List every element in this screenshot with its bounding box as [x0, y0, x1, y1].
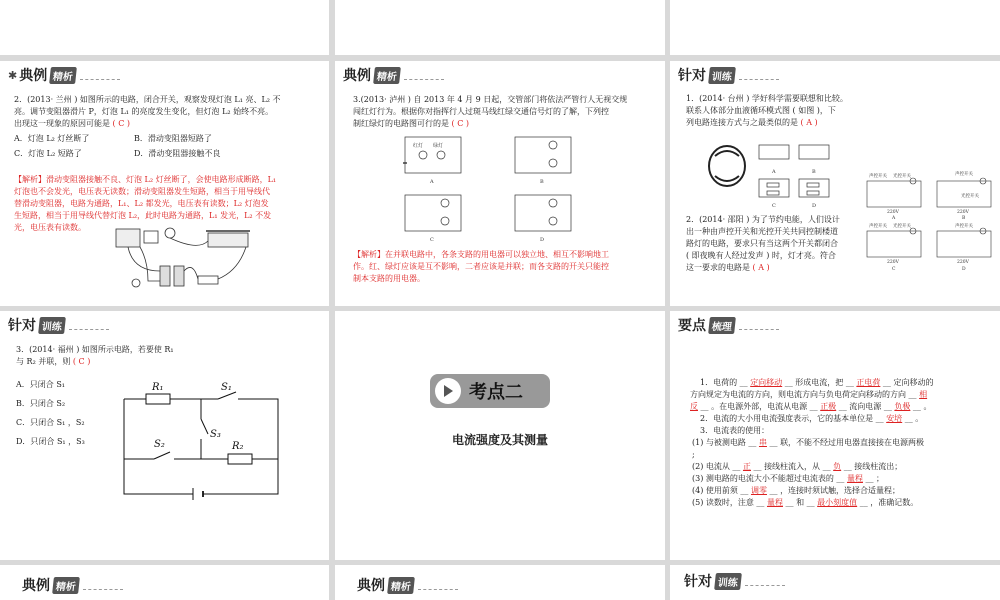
section-subtitle: 电流强度及其测量: [451, 433, 548, 447]
explanation-text: 【解析】在并联电路中，各条支路的用电器可以独立地、相互不影响地工 作。红、绿灯应该是互不影响，二者应该是并联；而各支路的开关只能控 制本支路的用电器。: [353, 250, 609, 283]
header-zhendui: 针对 训练: [8, 315, 109, 335]
question-text: 3.(2013· 泸州 ) 自 2013 年 4 月 9 日起，交管部门将依法严管行人无视交规 闯红灯行为。根据你对指挥行人过斑马线红绿交通信号灯的了解，下列控 制红绿灯的电路图可行的是 ( C ): [353, 95, 628, 128]
question-1-text: 1．(2014· 台州 ) 学好科学需要联想和比较。 联系人体部分血液循环模式图 ( 如图 )，下 列电路连接方式与之最类似的是 ( A ): [686, 94, 848, 127]
svg-text:C: C: [430, 237, 434, 243]
svg-text:A: A: [892, 216, 896, 221]
slide-c3: [670, 311, 1000, 560]
svg-text:声控开关: 声控开关: [869, 174, 887, 179]
header-dianli: ✱ 典例 精析: [8, 65, 120, 85]
slide-a2: [335, 0, 665, 55]
svg-text:220V: 220V: [957, 260, 969, 265]
svg-text:220V: 220V: [887, 210, 899, 215]
header-dianli: 典例 精析: [357, 575, 458, 595]
question-2-text: 2．(2014· 邵阳 ) 为了节约电能，人们设计 出一种由声控开关和光控开关共同控制楼道 路灯的电路，要求只有当这两个开关都闭合 ( 即夜晚有人经过发声 ) 时，灯才亮。符合 这一要求的电路是 ( A ): [686, 215, 840, 272]
lamp-circuit-options: [865, 167, 995, 277]
svg-text:声控开关: 声控开关: [955, 172, 973, 177]
svg-text:光控开关: 光控开关: [893, 224, 911, 229]
slide-c2: [335, 311, 665, 560]
svg-text:D: D: [962, 267, 966, 272]
header-dianli: 典例 精析: [343, 65, 444, 85]
apparatus-figure: [108, 221, 253, 301]
svg-text:S₂: S₂: [154, 439, 165, 450]
svg-text:C: C: [772, 203, 776, 209]
circuit-options-1: [755, 143, 835, 223]
svg-text:声控开关: 声控开关: [955, 224, 973, 229]
traffic-light-circuits: [395, 133, 595, 245]
svg-text:绿灯: 绿灯: [433, 143, 444, 149]
slide-c1: [0, 311, 329, 560]
section-badge: 考点二: [430, 374, 550, 408]
svg-text:220V: 220V: [957, 210, 969, 215]
header-dianli: 典例 精析: [22, 575, 123, 595]
svg-text:光控开关: 光控开关: [961, 194, 979, 199]
svg-text:B: B: [540, 179, 544, 185]
circuit-diagram: [118, 379, 288, 504]
svg-text:D: D: [540, 237, 545, 243]
svg-text:光控开关: 光控开关: [893, 174, 911, 179]
question-text: 3．(2014· 福州 ) 如图所示电路，若要使 R₁ 与 R₂ 并联，则 ( C ): [16, 345, 174, 366]
question-text: 2．(2013· 兰州 ) 如图所示的电路，闭合开关，观察发现灯泡 L₁ 亮、L₂ 不 亮。调节变阻器滑片 P，灯泡 L₁ 的亮度发生变化，但灯泡 L₂ 始终不亮。 出现这一现象的原因可能是 ( C ) A．灯泡 L₂ 灯丝断了 B．滑动变阻器短路了 C．灯泡 L₂ 短路了 D．滑动变阻器接触不良: [14, 95, 281, 158]
explanation-text: 【解析】滑动变阻器接触不良、灯泡 L₂ 灯丝断了，会使电路形成断路，L₁ 灯泡也不会发光，电压表无读数；滑动变阻器发生短路，相当于用导线代 替滑动变阻器，电路为通路，L₁、L₂ 都发光，电压表有读数；L₂ 灯泡发 生短路，相当于用导线代替灯泡 L₂，此时电路为通路，L₁ 发光，L₂ 不发 光，电压表有读数。: [14, 175, 277, 232]
svg-text:D: D: [812, 203, 817, 209]
svg-text:A: A: [430, 179, 434, 185]
svg-text:红灯: 红灯: [413, 143, 424, 149]
svg-text:R₁: R₁: [152, 382, 164, 393]
slide-d1: [0, 565, 329, 600]
svg-text:S₃: S₃: [210, 429, 221, 440]
header-zhendui: 针对 训练: [678, 65, 779, 85]
slide-b3: [670, 61, 1000, 306]
play-arrow-icon: [435, 378, 461, 404]
slide-a1: [0, 0, 329, 55]
key-points-text: 1．电荷的 __ 定向移动 __ 形成电流，把 __ 正电荷 __ 定向移动的 方向规定为电流的方向，则电流方向与负电荷定向移动的方向 __ 相 反 __ 。在电源外部，电流从电源 __ 正极 __ 流向电源 __ 负极 __ 。 2．电流的大小用电流强度表示，它的基本单位是 __ 安培 __ 。 3．电流表的使用： (1) 与被测电路 __ 串 __ 联，不能不经过用电器直接接在电源两极 ; (2) 电流从 __ 正 __ 接线柱流入，从 __ 负 __ 接线柱流出； (3) 测电路的电流大小不能超过电流表的 __ 量程 __ ； (4) 使用前须 __ 调零 __ ，连接时须试触，选择合适量程； (5) 读数时，注意 __ 量程 __ 和 __ 最小刻度值 __ ，准确记数。: [690, 378, 934, 507]
svg-text:S₁: S₁: [221, 382, 232, 393]
options-list: A．只闭合 S₁ B．只闭合 S₂ C．只闭合 S₁ ，S₂ D．只闭合 S₁ ，S₃: [16, 380, 85, 446]
header-yaodian: 要点 梳理: [678, 315, 779, 335]
svg-text:R₂: R₂: [232, 441, 244, 452]
svg-text:220V: 220V: [887, 260, 899, 265]
star-icon: ✱: [8, 68, 18, 82]
blood-circulation-figure: [705, 141, 750, 191]
svg-text:声控开关: 声控开关: [869, 224, 887, 229]
slide-b2: [335, 61, 665, 306]
slide-b1: [0, 61, 329, 306]
slide-a3: [670, 0, 1000, 55]
svg-text:C: C: [892, 267, 896, 272]
svg-text:B: B: [812, 169, 816, 175]
svg-text:A: A: [772, 169, 776, 175]
slide-d3: [670, 565, 1000, 600]
svg-text:B: B: [962, 216, 966, 221]
slide-d2: [335, 565, 665, 600]
header-zhendui: 针对 训练: [684, 571, 785, 591]
